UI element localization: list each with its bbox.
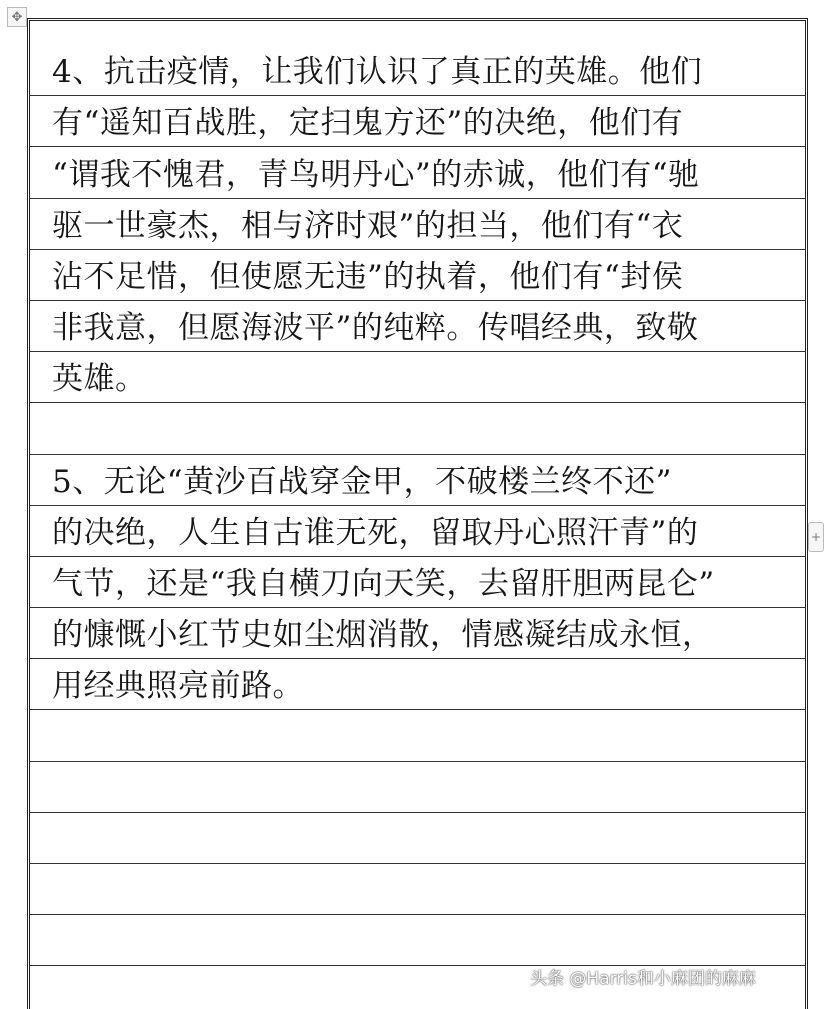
writing-line[interactable] — [30, 813, 805, 864]
table-move-handle[interactable] — [7, 7, 27, 27]
writing-line[interactable] — [30, 96, 805, 147]
writing-line[interactable] — [30, 199, 805, 250]
line-text: 英雄。 — [52, 361, 147, 398]
writing-line[interactable] — [30, 455, 805, 506]
watermark: 头条 @Harris和小麻团的麻麻 — [530, 969, 756, 989]
writing-line[interactable] — [30, 301, 805, 352]
writing-line[interactable] — [30, 147, 805, 198]
line-text: 沾不足惜，但使愿无违”的执着，他们有“封侯 — [52, 258, 684, 295]
line-text: 5、无论“黄沙百战穿金甲，不破楼兰终不还” — [52, 463, 672, 500]
writing-line[interactable] — [30, 762, 805, 813]
writing-line[interactable] — [30, 250, 805, 301]
writing-line[interactable] — [30, 557, 805, 608]
plus-icon: + — [810, 530, 822, 544]
writing-line[interactable] — [30, 403, 805, 454]
line-text: “谓我不愧君，青鸟明丹心”的赤诚，他们有“驰 — [52, 156, 700, 193]
line-text: 用经典照亮前路。 — [52, 668, 304, 705]
move-arrows-icon: ✥ — [11, 9, 23, 25]
ruled-lines — [30, 45, 805, 1009]
line-text: 有“遥知百战胜，定扫鬼方还”的决绝，他们有 — [52, 105, 684, 142]
writing-line[interactable] — [30, 915, 805, 966]
writing-line[interactable] — [30, 45, 805, 96]
writing-line[interactable] — [30, 608, 805, 659]
line-text: 驱一世豪杰，相与济时艰”的担当，他们有“衣 — [52, 207, 684, 244]
line-text: 非我意，但愿海波平”的纯粹。传唱经典，致敬 — [52, 310, 699, 347]
writing-line[interactable] — [30, 659, 805, 710]
line-text: 气节，还是“我自横刀向天笑，去留肝胆两昆仑” — [52, 566, 715, 603]
lined-writing-sheet — [27, 18, 808, 1009]
writing-line[interactable] — [30, 506, 805, 557]
writing-line[interactable] — [30, 352, 805, 403]
writing-line[interactable] — [30, 864, 805, 915]
writing-line[interactable] — [30, 710, 805, 761]
table-add-column-handle[interactable] — [808, 522, 824, 552]
line-text: 的决绝，人生自古谁无死，留取丹心照汗青”的 — [52, 514, 699, 551]
line-text: 4、抗击疫情，让我们认识了真正的英雄。他们 — [52, 54, 703, 91]
line-text: 的慷慨小红节史如尘烟消散，情感凝结成永恒， — [52, 617, 714, 654]
